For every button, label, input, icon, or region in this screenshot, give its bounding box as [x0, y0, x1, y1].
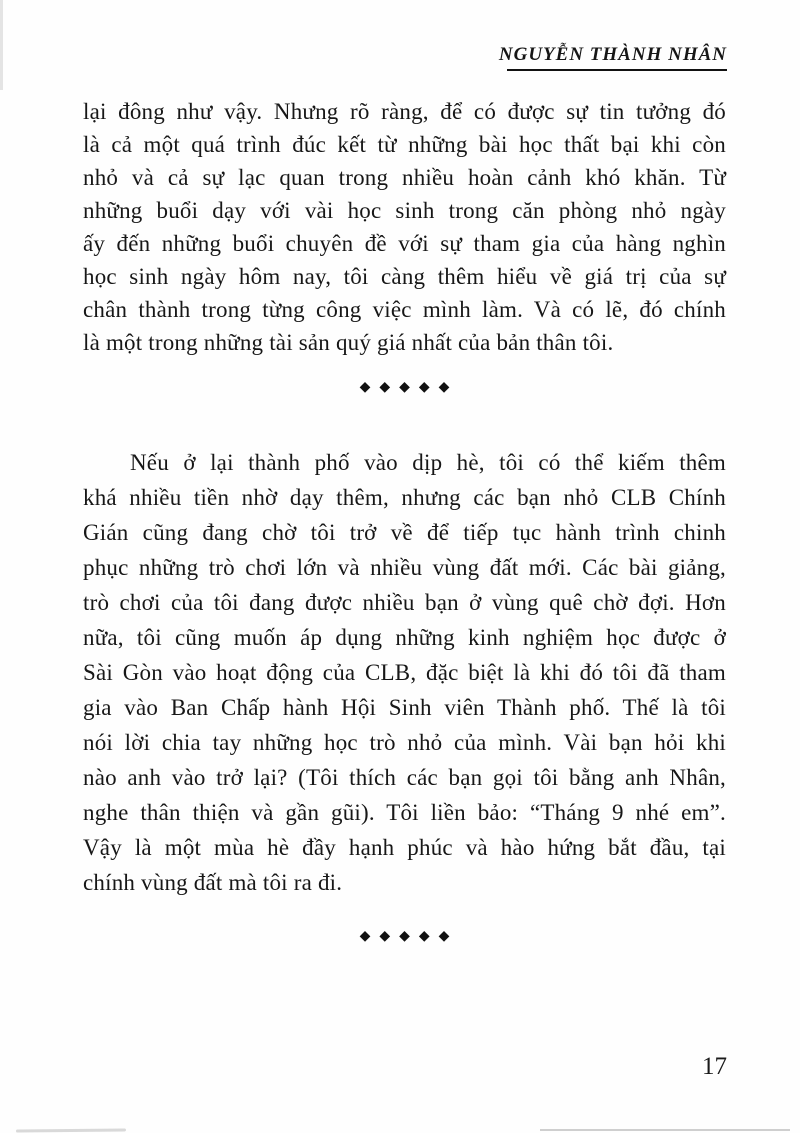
body-text — [83, 95, 726, 946]
text-line: gia vào Ban Chấp hành Hội Sinh viên Thành phố. Thế là tôi — [83, 695, 726, 720]
scan-artifact-left-edge — [0, 0, 3, 90]
text-line: Nếu ở lại thành phố vào dịp hè, tôi có thể kiếm thêm — [130, 450, 726, 475]
text-line: học sinh ngày hôm nay, tôi càng thêm hiểu về giá trị của sự — [83, 264, 726, 289]
text-line: Sài Gòn vào hoạt động của CLB, đặc biệt là khi đó tôi đã tham — [83, 660, 726, 685]
text-line: nói lời chia tay những học trò nhỏ của mình. Vài bạn hỏi khi — [83, 730, 726, 755]
running-head-author: NGUYỄN THÀNH NHÂN — [498, 44, 727, 65]
text-line: chính vùng đất mà tôi ra đi. — [83, 870, 343, 895]
text-line: nào anh vào trở lại? (Tôi thích các bạn gọi tôi bằng anh Nhân, — [83, 765, 726, 790]
scan-artifact-bottom-left — [16, 1128, 126, 1132]
text-line: khá nhiều tiền nhờ dạy thêm, nhưng các bạn nhỏ CLB Chính — [83, 485, 726, 510]
paragraph-2 — [83, 445, 726, 900]
scan-artifact-bottom-right — [540, 1129, 790, 1131]
text-line: phục những trò chơi lớn và nhiều vùng đất mới. Các bài giảng, — [83, 555, 726, 580]
text-line: Vậy là một mùa hè đầy hạnh phúc và hào hứng bắt đầu, tại — [83, 835, 726, 860]
text-line: trò chơi của tôi đang được nhiều bạn ở vùng quê chờ đợi. Hơn — [83, 590, 726, 615]
header-rule — [507, 69, 727, 71]
text-line: là một trong những tài sản quý giá nhất của bản thân tôi. — [83, 330, 614, 355]
page-header — [499, 44, 727, 71]
text-line: lại đông như vậy. Nhưng rõ ràng, để có được sự tin tưởng đó — [83, 99, 726, 124]
page-number: 17 — [702, 1053, 727, 1080]
text-line: là cả một quá trình đúc kết từ những bài học thất bại khi còn — [83, 132, 726, 157]
text-line: ấy đến những buổi chuyên đề với sự tham gia của hàng nghìn — [83, 231, 726, 256]
text-line: nhỏ và cả sự lạc quan trong nhiều hoàn cảnh khó khăn. Từ — [83, 165, 726, 190]
paragraph-1 — [83, 95, 726, 359]
text-line: Gián cũng đang chờ tôi trở về để tiếp tục hành trình chinh — [83, 520, 726, 545]
section-separator-diamonds-1: ◆◆◆◆◆ — [359, 379, 459, 395]
text-line: nữa, tôi cũng muốn áp dụng những kinh nghiệm học được ở — [83, 625, 726, 650]
section-separator-diamonds-2: ◆◆◆◆◆ — [359, 928, 459, 944]
text-line: những buổi dạy với vài học sinh trong căn phòng nhỏ ngày — [83, 198, 726, 223]
text-line: chân thành trong từng công việc mình làm. Và có lẽ, đó chính — [83, 297, 726, 322]
text-line: nghe thân thiện và gần gũi). Tôi liền bảo: “Tháng 9 nhé em”. — [83, 800, 726, 825]
